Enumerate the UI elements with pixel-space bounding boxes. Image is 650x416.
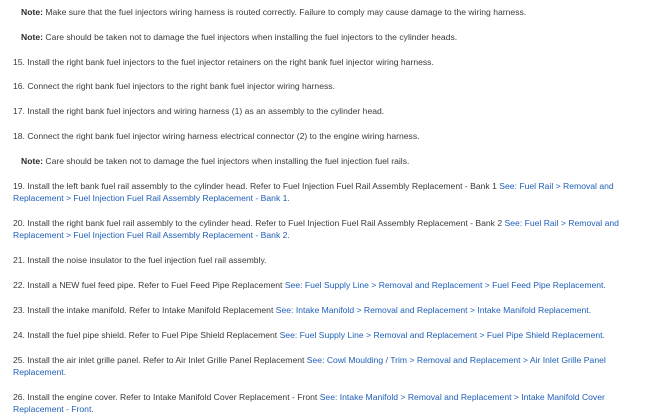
step-20-reference-link[interactable]: See: Fuel Rail > Removal and Replacement > Fuel Injection Fuel Rail Assembly Replacement - Bank 2. (13, 218, 619, 240)
step-text: Install the intake manifold. Refer to Intake Manifold Replacement (24, 305, 276, 315)
note-text: Care should be taken not to damage the fuel injectors when installing the fuel injection fuel rails. (42, 156, 410, 166)
step-23-reference-link[interactable]: See: Intake Manifold > Removal and Replacement > Intake Manifold Replacement. (275, 305, 592, 315)
step-text: Install the right bank fuel rail assembly to the cylinder head. Refer to Fuel Injection Fuel Rail Assembly Replacement - Bank 2 (24, 218, 505, 228)
step-number: 22. (13, 280, 25, 290)
step-text: Connect the right bank fuel injectors to the right bank fuel injector wiring harness. (24, 81, 335, 91)
step-19 (13, 180, 642, 204)
note-text: Make sure that the fuel injectors wiring harness is routed correctly. Failure to comply may cause damage to the wiring harness. (42, 7, 527, 17)
step-number: 24. (13, 330, 25, 340)
step-text: Install the right bank fuel injectors to the fuel injector retainers on the right bank fuel injector wiring harness. (24, 57, 434, 67)
step-number: 20. (13, 218, 25, 228)
note-label: Note: (21, 7, 43, 17)
step-text: Install a NEW fuel feed pipe. Refer to Fuel Feed Pipe Replacement (24, 280, 285, 290)
step-25-reference-link[interactable]: See: Cowl Moulding / Trim > Removal and Replacement > Air Inlet Grille Panel Replacement. (13, 355, 606, 377)
step-24 (13, 329, 642, 341)
step-text: Install the fuel pipe shield. Refer to Fuel Pipe Shield Replacement (24, 330, 280, 340)
step-text: Install the right bank fuel injectors and wiring harness (1) as an assembly to the cylinder head. (24, 106, 385, 116)
step-number: 18. (13, 131, 25, 141)
step-25 (13, 354, 642, 378)
note-label: Note: (21, 32, 43, 42)
note-label: Note: (21, 156, 43, 166)
step-17 (13, 105, 642, 117)
step-16 (13, 80, 642, 92)
note-injector-install (21, 31, 642, 43)
step-22 (13, 279, 642, 291)
step-number: 26. (13, 392, 25, 402)
step-number: 15. (13, 57, 25, 67)
step-text: Install the noise insulator to the fuel injection fuel rail assembly. (24, 255, 267, 265)
step-text: Install the left bank fuel rail assembly to the cylinder head. Refer to Fuel Injection Fuel Rail Assembly Replacement - Bank 1 (24, 181, 500, 191)
step-number: 17. (13, 106, 25, 116)
step-24-reference-link[interactable]: See: Fuel Supply Line > Removal and Replacement > Fuel Pipe Shield Replacement. (279, 330, 605, 340)
step-number: 16. (13, 81, 25, 91)
step-text: Install the engine cover. Refer to Intake Manifold Cover Replacement - Front (24, 392, 320, 402)
step-number: 21. (13, 255, 25, 265)
step-number: 23. (13, 305, 25, 315)
step-19-reference-link[interactable]: See: Fuel Rail > Removal and Replacement > Fuel Injection Fuel Rail Assembly Replacement - Bank 1. (13, 181, 614, 203)
step-text: Install the air inlet grille panel. Refer to Air Inlet Grille Panel Replacement (24, 355, 307, 365)
note-harness-routing (21, 6, 642, 18)
step-26 (13, 391, 642, 415)
note-fuel-rail-install (21, 155, 642, 167)
step-number: 19. (13, 181, 25, 191)
step-23 (13, 304, 642, 316)
note-text: Care should be taken not to damage the fuel injectors when installing the fuel injectors to the cylinder heads. (42, 32, 458, 42)
step-number: 25. (13, 355, 25, 365)
step-text: Connect the right bank fuel injector wiring harness electrical connector (2) to the engine wiring harness. (24, 131, 420, 141)
step-18 (13, 130, 642, 142)
step-20 (13, 217, 642, 241)
step-15 (13, 56, 642, 68)
step-22-reference-link[interactable]: See: Fuel Supply Line > Removal and Replacement > Fuel Feed Pipe Replacement. (284, 280, 606, 290)
step-26-reference-link[interactable]: See: Intake Manifold > Removal and Replacement > Intake Manifold Cover Replacement - Front. (13, 392, 605, 414)
step-21 (13, 254, 642, 266)
